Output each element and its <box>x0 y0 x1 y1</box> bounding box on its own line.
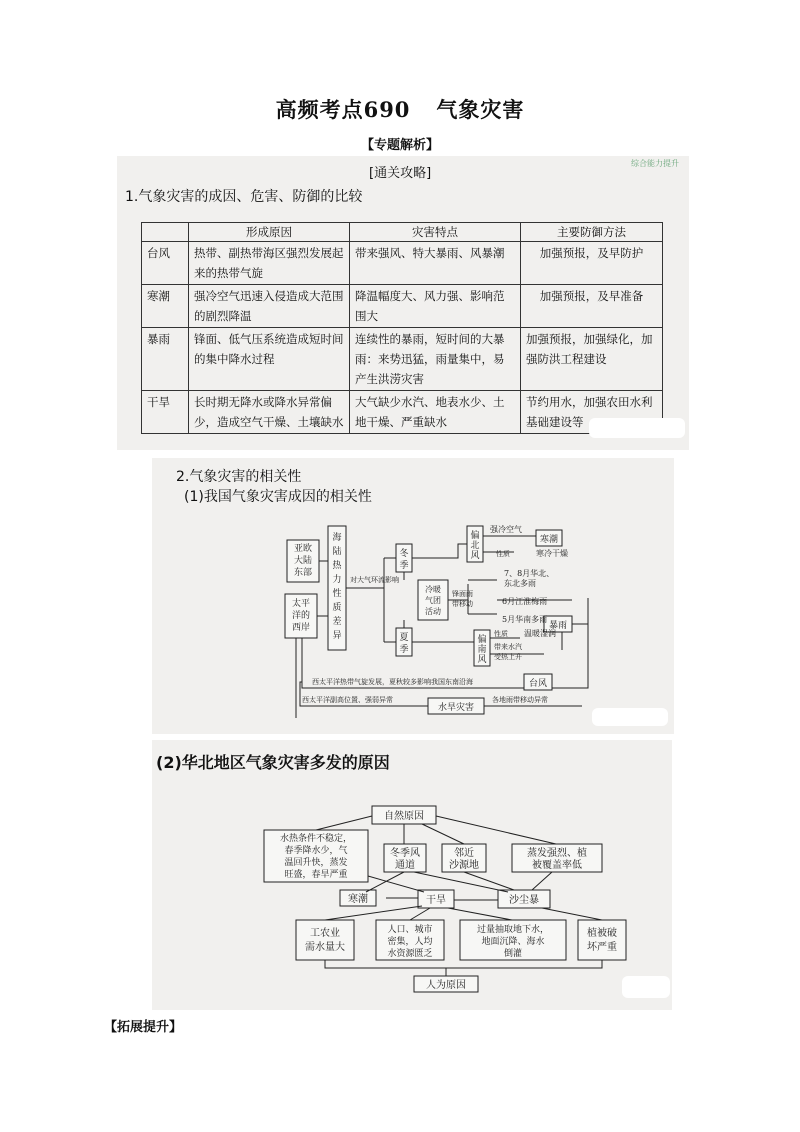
table-row <box>142 242 663 285</box>
eurasia-line: 东部 <box>293 568 313 578</box>
front-label: 锋面雨 <box>452 590 473 598</box>
north-wind-char: 北 <box>470 541 480 551</box>
monsoon-label: 对大气环流影响 <box>350 576 399 584</box>
belt-note: 各地雨带移动异常 <box>492 696 548 704</box>
table-cell: 强冷空气迅速入侵造成大范围的剧烈降温 <box>189 285 350 328</box>
evaporation-line: 被覆盖率低 <box>532 860 582 871</box>
property-label: 性质 <box>494 630 508 638</box>
table-cell: 降温幅度大、风力强、影响范围大 <box>350 285 521 328</box>
water-heat-line: 水热条件不稳定， <box>279 834 353 844</box>
correlation-panel <box>152 458 674 734</box>
drought-label: 干旱 <box>426 895 446 906</box>
north-wind-char: 偏 <box>470 531 480 541</box>
table-cell: 台风 <box>142 242 189 285</box>
cold-dry-label: 寒冷干燥 <box>536 549 568 558</box>
watermark-tag: 综合能力提升 <box>631 159 679 168</box>
table-cell: 大气缺少水汽、地表水少、土地干燥、严重缺水 <box>350 391 521 434</box>
table-cell: 节约用水，加强农田水利基础建设等 <box>521 391 663 434</box>
table-header-cell: 灾害特点 <box>350 223 521 242</box>
population-line: 密集，人均 <box>387 937 433 947</box>
south-wind-char: 偏 <box>477 635 487 645</box>
extension-heading: 【拓展提升】 <box>104 1020 183 1035</box>
industry-line: 需水量大 <box>305 942 345 953</box>
vegetation-line: 坏严重 <box>587 942 617 953</box>
table-cell: 加强预报，及早防护 <box>521 242 663 285</box>
typhoon-label: 台风 <box>528 679 548 689</box>
table-cell: 热带、副热带海区强烈发展起来的热带气旋 <box>189 242 350 285</box>
cold-air-label: 强冷空气 <box>490 525 522 534</box>
flood-drought-label: 水旱灾害 <box>437 703 475 713</box>
industry-box <box>296 920 354 960</box>
erased-area <box>622 976 670 998</box>
north-wind-char: 风 <box>470 551 480 561</box>
typhoon-note: 西太平洋热带气旋发展，夏秋较多影响我国东南沿海 <box>312 678 473 686</box>
air-mass-line: 气团 <box>425 596 441 605</box>
page-title <box>0 94 800 124</box>
air-mass-line: 活动 <box>425 607 441 616</box>
vegetation-box <box>578 920 626 960</box>
water-heat-line: 春季降水少，气 <box>284 846 348 856</box>
erased-area <box>592 708 668 726</box>
table-cell: 加强预报，加强绿化，加强防洪工程建设 <box>521 328 663 391</box>
thermal-char: 热 <box>332 561 342 571</box>
table-row <box>142 285 663 328</box>
title-topic: 气象灾害 <box>436 97 525 122</box>
property-label: 性质 <box>496 550 510 558</box>
comparison-panel <box>117 156 689 450</box>
table-header-row <box>142 223 663 242</box>
pacific-line: 西岸 <box>291 623 311 633</box>
table-cell: 连续性的暴雨，短时间的大暴雨：来势迅猛，雨量集中，易产生洪涝灾害 <box>350 328 521 391</box>
groundwater-line: 倒灌 <box>503 949 523 959</box>
section-heading: (2)华北地区气象灾害多发的原因 <box>156 753 390 772</box>
north-china-diagram <box>152 740 672 1010</box>
front-label: 带移动 <box>452 600 473 608</box>
moisture-label: 受热上升 <box>494 653 522 661</box>
table-cell: 暴雨 <box>142 328 189 391</box>
warm-humid-label: 温暖湿润 <box>524 629 556 638</box>
table-row <box>142 391 663 434</box>
air-mass-line: 冷暖 <box>425 585 441 594</box>
cold-wave-label: 寒潮 <box>348 894 368 905</box>
vegetation-line: 植被破 <box>587 928 617 939</box>
table-cell: 带来强风、特大暴雨、风暴潮 <box>350 242 521 285</box>
thermal-char: 陆 <box>332 547 342 557</box>
thermal-char: 力 <box>332 575 342 585</box>
table-header-cell <box>142 223 189 242</box>
groundwater-line: 地面沉降、海水 <box>481 937 545 947</box>
title-code: 高频考点690 <box>275 97 411 122</box>
table-cell: 加强预报，及早准备 <box>521 285 663 328</box>
rain-north-label: 7、8月华北、 <box>504 569 555 578</box>
winter-monsoon-line: 通道 <box>395 860 415 871</box>
table-header-cell: 主要防御方法 <box>521 223 663 242</box>
table-cell: 长时期无降水或降水异常偏少，造成空气干燥、土壤缺水 <box>189 391 350 434</box>
rainstorm-label: 暴雨 <box>548 621 568 631</box>
south-wind-char: 南 <box>477 645 487 655</box>
cold-wave-label: 寒潮 <box>539 535 559 545</box>
pacific-line: 洋的 <box>291 611 311 621</box>
thermal-char: 海 <box>332 533 342 543</box>
winter-monsoon-line: 冬季风 <box>390 848 420 859</box>
rain-north-label: 东北多雨 <box>504 579 536 588</box>
evaporation-line: 蒸发强烈、植 <box>527 848 587 859</box>
groundwater-line: 过量抽取地下水， <box>476 925 550 935</box>
population-line: 人口、城市 <box>387 925 433 935</box>
eurasia-line: 大陆 <box>293 556 313 566</box>
population-line: 水资源匮乏 <box>387 949 433 959</box>
erased-area <box>589 418 685 438</box>
section-subtitle: 【专题解析】 <box>360 138 439 153</box>
thermal-char: 异 <box>332 631 342 641</box>
rain-south-label: 5月华南多雨 <box>502 615 548 624</box>
section-heading: 1.气象灾害的成因、危害、防御的比较 <box>125 189 363 205</box>
thermal-char: 质 <box>332 603 342 613</box>
table-cell: 干旱 <box>142 391 189 434</box>
winter-char: 季 <box>399 561 409 571</box>
sandstorm-label: 沙尘暴 <box>509 895 539 906</box>
near-desert-line: 沙源地 <box>449 860 479 871</box>
panel-heading: [通关攻略] <box>369 166 432 181</box>
near-desert-line: 邻近 <box>454 848 474 859</box>
subsection-heading: (1)我国气象灾害成因的相关性 <box>184 489 372 505</box>
water-heat-line: 旺盛，春旱严重 <box>284 870 348 880</box>
summer-char: 季 <box>399 645 409 655</box>
table-header-cell: 形成原因 <box>189 223 350 242</box>
industry-line: 工农业 <box>310 928 340 939</box>
table-row <box>142 328 663 391</box>
correlation-diagram <box>152 458 674 734</box>
pacific-line: 太平 <box>291 599 311 609</box>
water-heat-line: 温回升快，蒸发 <box>284 858 348 868</box>
thermal-char: 性 <box>332 589 342 599</box>
moisture-label: 带来水汽 <box>494 643 522 651</box>
north-china-panel <box>152 740 672 1010</box>
south-wind-char: 风 <box>477 655 487 665</box>
section-heading: 2.气象灾害的相关性 <box>176 469 302 485</box>
rain-jianghuai-label: 6月江淮梅雨 <box>502 597 548 606</box>
table-cell: 寒潮 <box>142 285 189 328</box>
comparison-table <box>141 222 663 434</box>
subtropical-note: 西太平洋副高位置、强弱异常 <box>302 696 393 704</box>
eurasia-line: 亚欧 <box>293 544 313 554</box>
human-label: 人为原因 <box>426 980 466 991</box>
summer-char: 夏 <box>399 633 409 643</box>
natural-label: 自然原因 <box>384 811 424 822</box>
table-cell: 锋面、低气压系统造成短时间的集中降水过程 <box>189 328 350 391</box>
winter-char: 冬 <box>399 549 409 559</box>
thermal-char: 差 <box>332 617 342 627</box>
